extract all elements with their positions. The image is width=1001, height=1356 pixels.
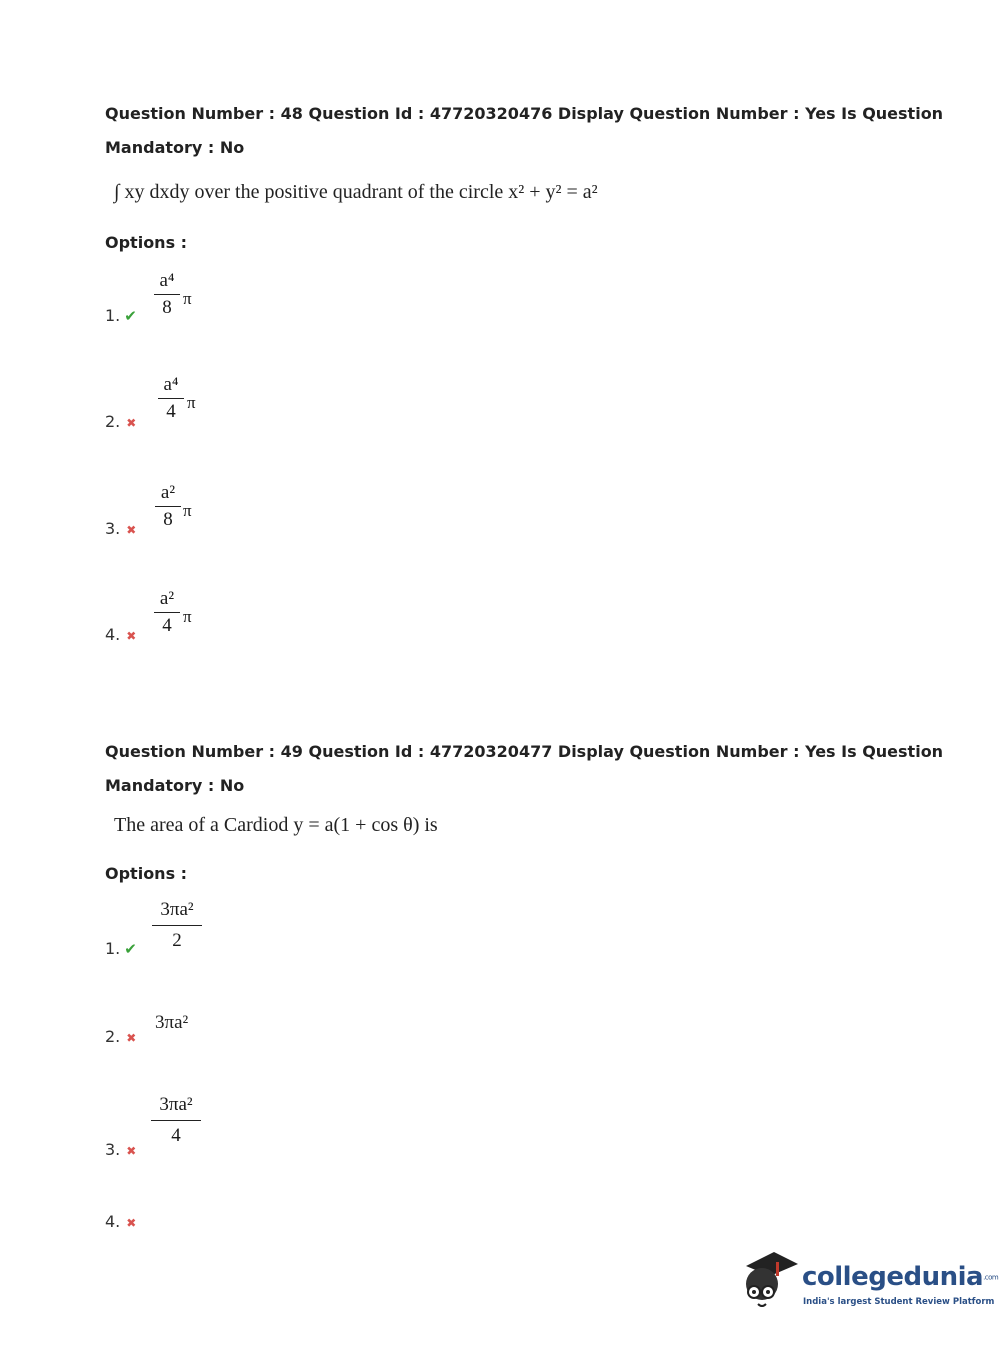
option-number: 3.: [105, 1140, 121, 1159]
fraction-bar: [155, 506, 181, 507]
q49-option-3-fraction: [151, 1094, 201, 1147]
option-number: 2.: [105, 1027, 121, 1046]
cross-icon: ✖: [126, 1216, 137, 1230]
numerator: a²: [160, 482, 176, 503]
q48-option-2-fraction: [158, 374, 184, 423]
q49-header-line2: Mandatory : No: [105, 776, 245, 795]
numerator: a⁴: [159, 270, 175, 291]
q48-question-text: ∫ xy dxdy over the positive quadrant of the circle x² + y² = a²: [114, 181, 598, 203]
numerator: a²: [159, 588, 175, 609]
option-number: 3.: [105, 519, 121, 538]
q48-option-1-fraction: [154, 270, 180, 319]
cross-icon: ✖: [126, 629, 137, 643]
logo-wordmark[interactable]: [802, 1262, 998, 1292]
logo-tagline: India's largest Student Review Platform: [803, 1297, 995, 1307]
numerator: 3πa²: [160, 899, 194, 920]
fraction-bar: [151, 1120, 201, 1121]
q49-options-label: Options :: [105, 864, 188, 883]
q49-option-4[interactable]: [105, 1212, 136, 1231]
fraction-bar: [154, 612, 180, 613]
check-icon: ✔: [124, 940, 137, 958]
denominator: 4: [171, 1125, 181, 1146]
option-number: 1.: [105, 939, 121, 958]
fraction-bar: [158, 398, 184, 399]
q49-header-line1: Question Number : 49 Question Id : 47720320477 Display Question Number : Yes Is Question: [105, 742, 944, 761]
denominator: 2: [172, 930, 182, 951]
q49-option-2-expression: 3πa²: [155, 1012, 189, 1033]
fraction-bar: [152, 925, 202, 926]
q48-option-1[interactable]: [105, 306, 137, 325]
option-number: 4.: [105, 625, 121, 644]
q48-option-4[interactable]: [105, 625, 136, 644]
check-icon: ✔: [124, 307, 137, 325]
q49-question-text: The area of a Cardiod y = a(1 + cos θ) is: [114, 814, 438, 836]
logo-suffix: .com: [983, 1273, 999, 1282]
denominator: 4: [162, 615, 172, 636]
collegedunia-mascot-icon: [740, 1248, 800, 1314]
option-number: 1.: [105, 306, 121, 325]
pi-symbol: π: [183, 289, 192, 308]
cross-icon: ✖: [126, 1031, 137, 1045]
q49-option-2[interactable]: [105, 1027, 136, 1046]
cross-icon: ✖: [126, 416, 137, 430]
fraction-bar: [154, 294, 180, 295]
logo-name: collegedunia: [802, 1262, 984, 1292]
q48-option-4-fraction: [154, 588, 180, 637]
q48-option-2[interactable]: [105, 412, 136, 431]
q48-header-line1: Question Number : 48 Question Id : 47720320476 Display Question Number : Yes Is Question: [105, 104, 944, 123]
q49-option-3[interactable]: [105, 1140, 136, 1159]
numerator: a⁴: [163, 374, 179, 395]
denominator: 4: [166, 401, 176, 422]
pi-symbol: π: [187, 393, 196, 412]
denominator: 8: [162, 297, 172, 318]
q48-header-line2: Mandatory : No: [105, 138, 245, 157]
q48-option-3-fraction: [155, 482, 181, 531]
q49-option-1[interactable]: [105, 939, 137, 958]
pi-symbol: π: [183, 607, 192, 626]
pi-symbol: π: [183, 501, 192, 520]
numerator: 3πa²: [159, 1094, 193, 1115]
q48-options-label: Options :: [105, 233, 188, 252]
q48-option-3[interactable]: [105, 519, 136, 538]
option-number: 4.: [105, 1212, 121, 1231]
q49-option-1-fraction: [152, 899, 202, 952]
cross-icon: ✖: [126, 1144, 137, 1158]
denominator: 8: [163, 509, 173, 530]
cross-icon: ✖: [126, 523, 137, 537]
option-number: 2.: [105, 412, 121, 431]
